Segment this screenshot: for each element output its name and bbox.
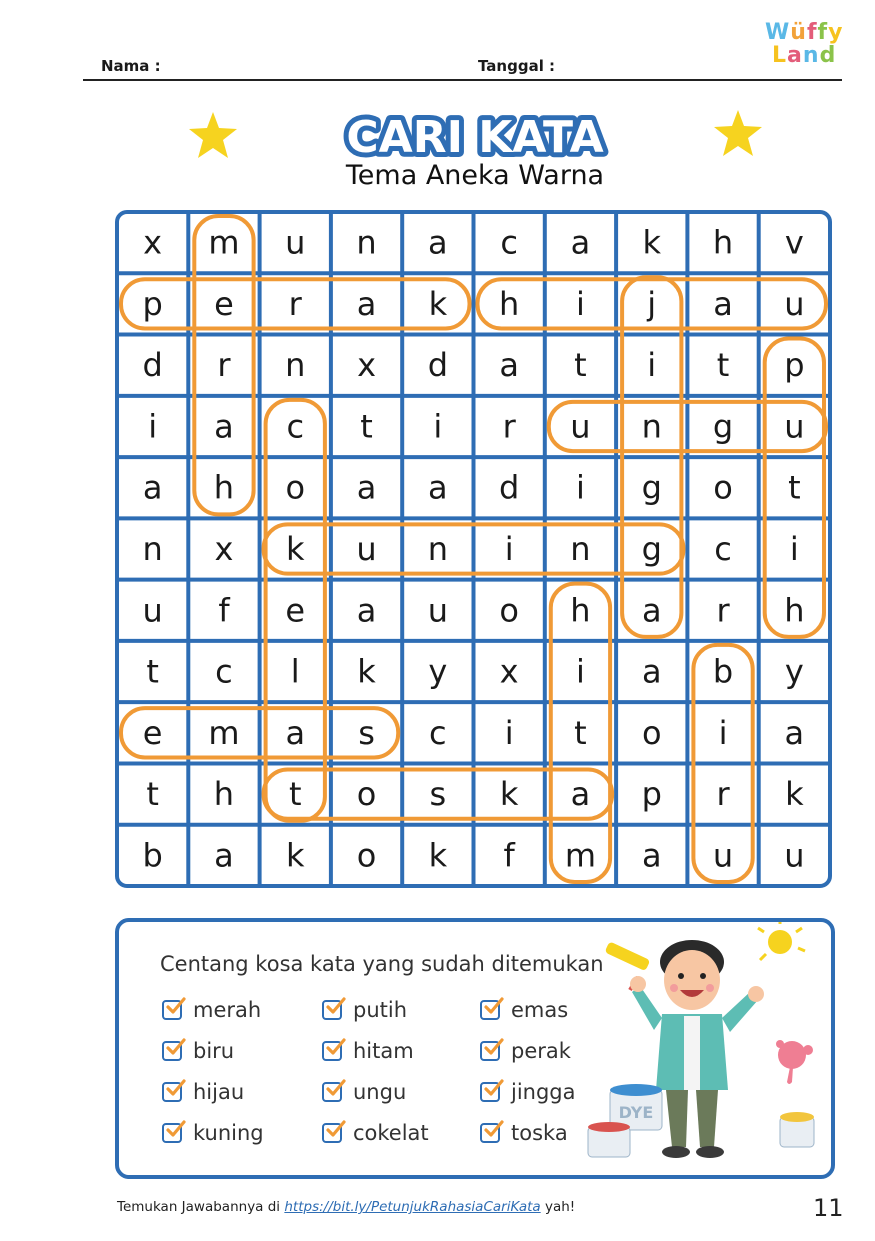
- grid-letter: g: [641, 468, 662, 507]
- grid-letter: i: [504, 713, 514, 752]
- grid-letter: m: [564, 836, 597, 875]
- grid-letter: i: [647, 346, 657, 385]
- grid-letter: n: [570, 530, 591, 568]
- grid-letter: k: [499, 775, 519, 814]
- grid-letter: n: [285, 346, 306, 385]
- grid-letter: a: [428, 223, 448, 262]
- checkbox-checked-icon[interactable]: [480, 1041, 500, 1061]
- grid-letter: p: [784, 346, 805, 385]
- checklist-item[interactable]: [322, 998, 407, 1022]
- grid-letter: y: [784, 652, 804, 691]
- grid-letter: h: [712, 223, 734, 262]
- grid-letter: m: [208, 713, 240, 752]
- page-title: [320, 105, 630, 165]
- page-subtitle: Tema Aneka Warna: [345, 160, 605, 191]
- grid-letter: n: [427, 530, 448, 568]
- grid-letter: x: [499, 652, 519, 691]
- grid-letter: v: [784, 223, 804, 262]
- grid-letter: n: [641, 407, 662, 446]
- checklist-item[interactable]: [480, 998, 568, 1022]
- grid-letter: a: [641, 836, 662, 875]
- checklist-word: ungu: [353, 1080, 407, 1104]
- grid-letter: t: [788, 468, 801, 507]
- grid-letter: u: [784, 836, 805, 875]
- header-rule: [83, 79, 842, 81]
- grid-letter: o: [641, 713, 662, 752]
- grid-letter: i: [789, 530, 799, 568]
- grid-letter: f: [218, 591, 230, 630]
- grid-letter: r: [502, 407, 516, 446]
- grid-letter: t: [574, 346, 587, 385]
- grid-letter: c: [215, 652, 233, 691]
- checkbox-checked-icon[interactable]: [162, 1082, 182, 1102]
- checklist-item[interactable]: [322, 1080, 406, 1104]
- grid-letter: b: [142, 836, 163, 875]
- checklist-item[interactable]: [162, 998, 261, 1022]
- grid-letter: i: [576, 284, 585, 323]
- grid-letter: m: [208, 223, 240, 262]
- grid-letter: u: [285, 223, 306, 262]
- grid-letter: h: [499, 284, 520, 323]
- footer-suffix: yah!: [540, 1199, 576, 1215]
- grid-letter: p: [641, 775, 662, 814]
- name-label: Nama :: [101, 57, 161, 75]
- checklist-instruction: Centang kosa kata yang sudah ditemukan: [160, 952, 604, 976]
- grid-letter: r: [716, 775, 730, 814]
- checkbox-checked-icon[interactable]: [480, 1123, 500, 1143]
- grid-letter: a: [641, 652, 662, 691]
- checkbox-checked-icon[interactable]: [322, 1041, 342, 1061]
- grid-letter: i: [148, 407, 158, 446]
- checkbox-checked-icon[interactable]: [162, 1000, 182, 1020]
- grid-letter: k: [428, 836, 448, 875]
- grid-letter: k: [642, 223, 662, 262]
- grid-letter: e: [142, 713, 163, 752]
- checklist-item[interactable]: [162, 1039, 234, 1063]
- grid-letter: t: [574, 713, 587, 752]
- grid-letter: r: [716, 591, 730, 630]
- grid-letter: u: [356, 530, 377, 568]
- grid-letter: a: [570, 223, 591, 262]
- grid-letter: i: [433, 407, 443, 446]
- checklist-word: kuning: [193, 1121, 264, 1145]
- grid-letter: a: [713, 284, 733, 323]
- grid-letter: a: [641, 591, 662, 630]
- checklist-item[interactable]: [322, 1121, 429, 1145]
- grid-letter: a: [428, 468, 448, 507]
- grid-letter: k: [428, 284, 448, 323]
- grid-letter: h: [570, 591, 591, 630]
- footer-prefix: Temukan Jawabannya di: [117, 1199, 285, 1215]
- grid-letter: t: [288, 775, 302, 814]
- grid-letter: u: [784, 284, 805, 323]
- grid-letter: o: [713, 468, 733, 507]
- checklist-word: putih: [353, 998, 408, 1022]
- grid-letter: x: [214, 530, 234, 568]
- grid-letter: a: [499, 346, 519, 385]
- checklist-word: perak: [511, 1039, 571, 1063]
- checklist-word: toska: [511, 1121, 568, 1145]
- page-number: 11: [813, 1194, 844, 1222]
- grid-letter: h: [213, 468, 235, 507]
- grid-letter: c: [714, 530, 732, 568]
- grid-letter: c: [286, 407, 305, 446]
- grid-letter: p: [142, 284, 163, 323]
- boy-painter-illustration: [580, 922, 830, 1172]
- grid-letter: a: [356, 284, 377, 323]
- footer-text: [117, 1199, 575, 1215]
- date-label: Tanggal :: [478, 57, 556, 75]
- grid-letter: u: [427, 591, 448, 630]
- logo-land: Land: [772, 43, 837, 68]
- grid-letter: c: [500, 223, 518, 262]
- checklist-item[interactable]: [162, 1121, 264, 1145]
- checklist-word: jingga: [511, 1080, 576, 1104]
- grid-letter: a: [570, 775, 591, 814]
- pink-splash-icon: [776, 1040, 813, 1084]
- grid-letter: a: [214, 836, 234, 875]
- checkbox-checked-icon[interactable]: [162, 1123, 182, 1143]
- checklist-word: emas: [511, 998, 569, 1022]
- logo-wuffy: Wüffy: [765, 20, 844, 45]
- grid-letter: r: [288, 284, 302, 323]
- grid-letter: j: [647, 284, 657, 323]
- grid-letter: k: [357, 652, 376, 691]
- hint-link[interactable]: https://bit.ly/PetunjukRahasiaCariKata: [284, 1199, 541, 1215]
- grid-letter: o: [499, 591, 519, 630]
- grid-letter: u: [570, 407, 591, 446]
- grid-letter: t: [716, 346, 730, 385]
- checkbox-checked-icon[interactable]: [480, 1000, 500, 1020]
- grid-letter: o: [285, 468, 306, 507]
- grid-letter: t: [146, 652, 159, 691]
- svg-text:DYE: DYE: [618, 1103, 654, 1122]
- grid-letter: i: [718, 713, 728, 752]
- grid-letter: g: [712, 407, 734, 446]
- grid-letter: n: [142, 530, 163, 568]
- grid-letter: s: [358, 713, 375, 752]
- checklist-word: cokelat: [353, 1121, 429, 1145]
- star-icon-right: [712, 108, 764, 158]
- grid-letter: o: [356, 836, 377, 875]
- svg-text:CARI KATA: CARI KATA: [346, 112, 604, 163]
- grid-letter: d: [142, 346, 163, 385]
- grid-letter: t: [146, 775, 159, 814]
- grid-letter: u: [784, 407, 805, 446]
- grid-letter: o: [356, 775, 377, 814]
- grid-letter: k: [285, 530, 305, 568]
- grid-letter: a: [356, 468, 377, 507]
- checklist-word: biru: [193, 1039, 235, 1063]
- grid-letter: y: [428, 652, 448, 691]
- grid-letter: a: [214, 407, 234, 446]
- grid-letter: x: [143, 223, 163, 262]
- grid-letter: d: [498, 468, 520, 507]
- grid-letter: l: [290, 652, 300, 691]
- grid-letter: f: [503, 836, 515, 875]
- grid-letter: i: [576, 652, 585, 691]
- checkbox-checked-icon[interactable]: [322, 1123, 342, 1143]
- checkbox-checked-icon[interactable]: [322, 1082, 342, 1102]
- grid-letter: h: [213, 775, 235, 814]
- checklist-item[interactable]: [322, 1039, 414, 1063]
- grid-letter: a: [356, 591, 377, 630]
- checklist-word: hitam: [353, 1039, 414, 1063]
- word-search-grid: [115, 210, 832, 888]
- grid-letter: i: [504, 530, 514, 568]
- grid-letter: b: [712, 652, 734, 691]
- grid-letter: t: [360, 407, 373, 446]
- grid-letter: a: [285, 713, 306, 752]
- grid-letter: g: [641, 530, 662, 568]
- grid-letter: k: [785, 775, 804, 814]
- grid-letter: d: [427, 346, 449, 385]
- grid-letter: i: [576, 468, 585, 507]
- checkbox-checked-icon[interactable]: [162, 1041, 182, 1061]
- grid-letter: a: [142, 468, 163, 507]
- grid-letter: s: [429, 775, 447, 814]
- checklist-item[interactable]: [480, 1080, 576, 1104]
- grid-letter: c: [429, 713, 447, 752]
- grid-letter: k: [285, 836, 305, 875]
- grid-letter: x: [357, 346, 377, 385]
- grid-letter: h: [784, 591, 805, 630]
- checklist-item[interactable]: [480, 1039, 571, 1063]
- grid-letter: r: [217, 346, 231, 385]
- checkbox-checked-icon[interactable]: [480, 1082, 500, 1102]
- grid-letter: u: [712, 836, 734, 875]
- grid-letter: e: [285, 591, 306, 630]
- star-icon-left: [187, 110, 239, 160]
- grid-letter: u: [142, 591, 163, 630]
- checklist-item[interactable]: [480, 1121, 568, 1145]
- checklist-word: merah: [193, 998, 262, 1022]
- checklist-word: hijau: [193, 1080, 245, 1104]
- checkbox-checked-icon[interactable]: [322, 1000, 342, 1020]
- checklist-item[interactable]: [162, 1080, 244, 1104]
- grid-letter: e: [214, 284, 234, 323]
- grid-letter: a: [784, 713, 805, 752]
- grid-letter: n: [356, 223, 377, 262]
- sun-splash-icon: [758, 922, 805, 960]
